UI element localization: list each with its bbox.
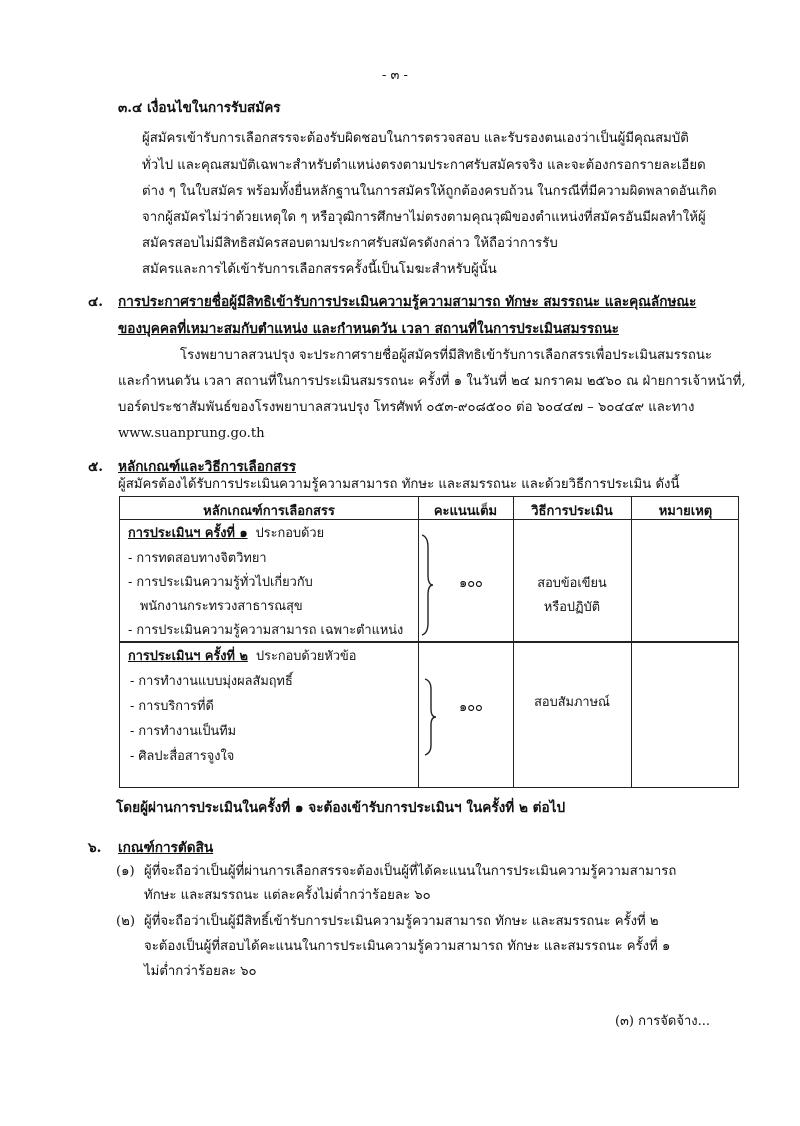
criterion-1-line: ผู้ที่จะถือว่าเป็นผู้ที่ผ่านการเลือกสรรจะต้องเป็นผู้ที่ได้คะแนนในการประเมินความรู้ความสามารถ: [144, 864, 677, 879]
header-criteria: หลักเกณฑ์การเลือกสรร: [203, 504, 335, 519]
section-4-heading-cont: ของบุคคลที่เหมาะสมกับตำแหน่ง และกำหนดวัน เวลา สถานที่ในการประเมินสมรรถนะ: [118, 321, 619, 337]
round2-score: ๑๐๐: [459, 700, 483, 715]
section-3-4-line: สมัครและการได้เข้ารับการเลือกสรรครั้งนี้เป็นโมฆะสำหรับผู้นั้น: [142, 262, 497, 277]
section-5-intro: ผู้สมัครต้องได้รับการประเมินความรู้ความสามารถ ทักษะ และสมรรถนะ และด้วยวิธีการประเมิน ดังนี้: [118, 477, 680, 492]
section-4-line: บอร์ดประชาสัมพันธ์ของโรงพยาบาลสวนปรุง โทรศัพท์ ๐๕๓-๙๐๘๕๐๐ ต่อ ๖๐๔๔๗ – ๖๐๔๔๙ และทาง: [118, 400, 695, 415]
round2-title-row: [128, 645, 356, 669]
section-5-heading: หลักเกณฑ์และวิธีการเลือกสรร: [118, 459, 297, 475]
section-5-note: โดยผู้ผ่านการประเมินในครั้งที่ ๑ จะต้องเข้ารับการประเมินฯ ในครั้งที่ ๒ ต่อไป: [116, 800, 566, 816]
criterion-2-line: จะต้องเป็นผู้ที่สอบได้คะแนนในการประเมินความรู้ความสามารถ ทักษะ และสมรรถนะ ครั้งที่ ๑: [144, 939, 671, 954]
section-6-number: ๖.: [88, 840, 102, 856]
round1-title: การประเมินฯ ครั้งที่ ๑: [128, 526, 248, 541]
round1-method-cont: หรือปฏิบัติ: [543, 600, 601, 615]
round1-brace: [420, 533, 434, 637]
section-3-4-line: ต่าง ๆ ในใบสมัคร พร้อมทั้งยื่นหลักฐานในการสมัครให้ถูกต้องครบถ้วน ในกรณีที่มีความผิดพลาดอันเกิด: [142, 184, 717, 199]
continuation-footer: (๓) การจัดจ้าง...: [614, 1014, 710, 1029]
criterion-1-line: ทักษะ และสมรรถนะ แต่ละครั้งไม่ต่ำกว่าร้อยละ ๖๐: [144, 888, 431, 903]
round1-item: - การประเมินความรู้ความสามารถ เฉพาะตำแหน่ง: [128, 623, 404, 638]
section-4-website: www.suanprung.go.th: [118, 426, 265, 441]
criterion-2-line: ไม่ต่ำกว่าร้อยละ ๖๐: [144, 964, 257, 979]
section-5-number: ๕.: [88, 459, 104, 475]
page-number: - ๓ -: [382, 68, 408, 83]
round2-brace: [423, 677, 437, 757]
criterion-2-line: ผู้ที่จะถือว่าเป็นผู้มีสิทธิ์เข้ารับการประเมินความรู้ความสามารถ ทักษะ และสมรรถนะ ครั้งที่ ๒: [144, 914, 659, 929]
round1-item: - การประเมินความรู้ทั่วไปเกี่ยวกับ: [128, 575, 313, 590]
round2-method: สอบสัมภาษณ์: [534, 695, 610, 710]
section-3-4-line: สมัครสอบไม่มีสิทธิสมัครสอบตามประกาศรับสมัครดังกล่าว ให้ถือว่าการรับ: [142, 236, 558, 251]
criterion-2-number: (๒): [116, 914, 135, 929]
round2-item: - ศิลปะสื่อสารจูงใจ: [130, 749, 235, 764]
round2-title: การประเมินฯ ครั้งที่ ๒: [128, 649, 248, 664]
section-3-4-line: ทั่วไป และคุณสมบัติเฉพาะสำหรับตำแหน่งตรงตามประกาศรับสมัครจริง และจะต้องกรอกรายละเอียด: [142, 158, 706, 173]
section-4-heading: การประกาศรายชื่อผู้มีสิทธิเข้ารับการประเมินความรู้ความสามารถ ทักษะ สมรรถนะ และคุณลักษณะ: [118, 294, 697, 310]
header-full-score: คะแนนเต็ม: [433, 504, 498, 519]
round2-item: - การบริการที่ดี: [130, 699, 214, 714]
section-3-4-line: ผู้สมัครเข้ารับการเลือกสรรจะต้องรับผิดชอบในการตรวจสอบ และรับรองตนเองว่าเป็นผู้มีคุณสมบัติ: [142, 131, 689, 146]
round1-title-suffix: ประกอบด้วย: [255, 526, 325, 541]
header-method: วิธีการประเมิน: [531, 504, 613, 519]
criterion-1-number: (๑): [116, 864, 135, 879]
round1-item: - การทดสอบทางจิตวิทยา: [128, 551, 267, 566]
criteria-table: [119, 496, 739, 788]
section-4-line: และกำหนดวัน เวลา สถานที่ในการประเมินสมรรถนะ ครั้งที่ ๑ ในวันที่ ๒๔ มกราคม ๒๕๖๐ ณ ฝ่ายการเจ้าหน้าที่,: [118, 374, 746, 389]
section-6-heading: เกณฑ์การตัดสิน: [118, 840, 214, 856]
round1-score: ๑๐๐: [459, 576, 483, 591]
header-remark: หมายเหตุ: [658, 504, 713, 519]
section-3-4-heading: ๓.๔ เงื่อนไขในการรับสมัคร: [118, 100, 281, 116]
round1-method: สอบข้อเขียน: [537, 576, 607, 591]
round2-title-suffix: ประกอบด้วยหัวข้อ: [255, 649, 357, 664]
round1-title-row: [128, 522, 324, 546]
section-3-4-line: จากผู้สมัครไม่ว่าด้วยเหตุใด ๆ หรือวุฒิการศึกษาไม่ตรงตามคุณวุฒิของตำแหน่งที่สมัครอันมีผลทำให้ผู้: [142, 210, 706, 225]
section-4-line: โรงพยาบาลสวนปรุง จะประกาศรายชื่อผู้สมัครที่มีสิทธิเข้ารับการเลือกสรรเพื่อประเมินสมรรถนะ: [180, 348, 713, 363]
round1-item-cont: พนักงานกระทรวงสาธารณสุข: [140, 599, 303, 614]
section-4-number: ๔.: [88, 294, 104, 310]
round2-item: - การทำงานเป็นทีม: [130, 724, 237, 739]
round2-item: - การทำงานแบบมุ่งผลสัมฤทธิ์: [130, 674, 293, 689]
